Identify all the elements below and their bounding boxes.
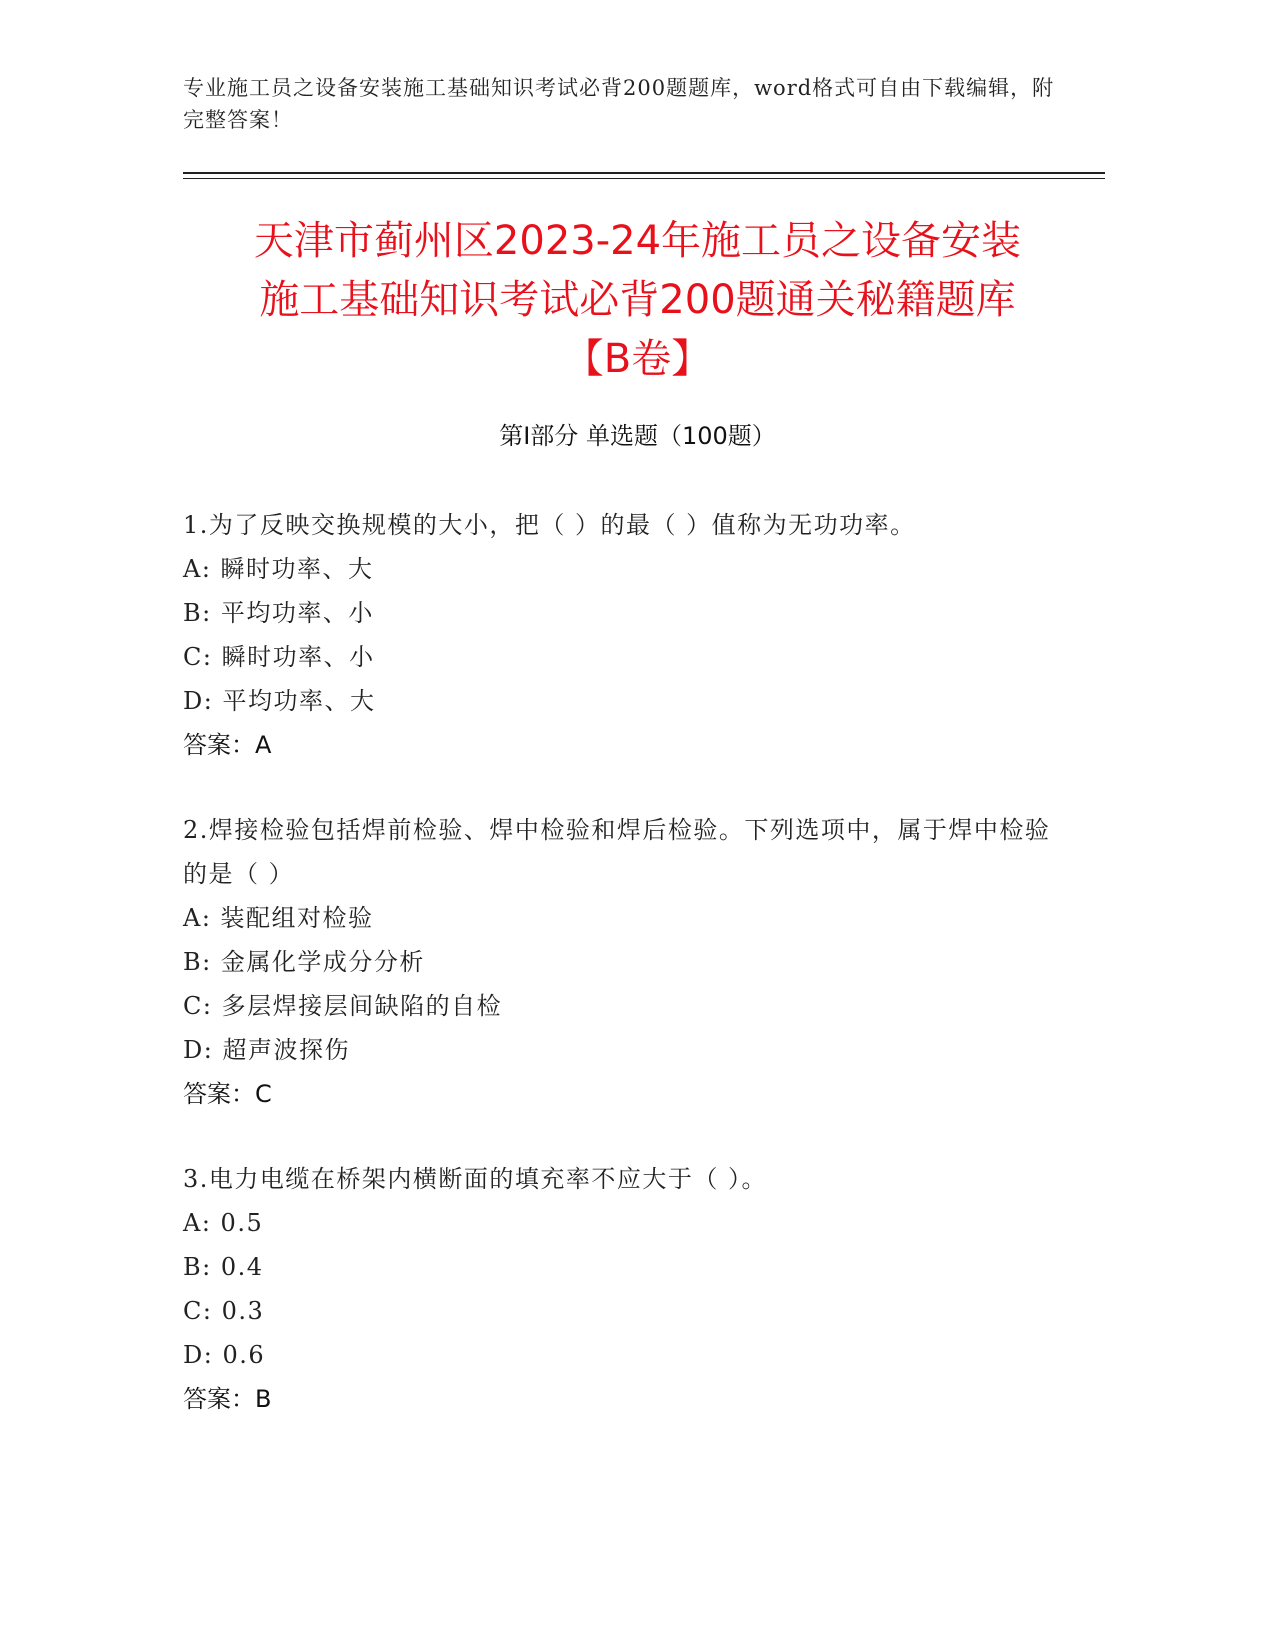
option-d: D: 平均功率、大 (183, 687, 376, 715)
option-d: D: 0.6 (183, 1341, 266, 1369)
answer-line: 答案：B (183, 1385, 272, 1413)
header-note: 专业施工员之设备安装施工基础知识考试必背200题题库，word格式可自由下载编辑，附完整答案！ (183, 76, 1055, 132)
option-b: B: 平均功率、小 (183, 599, 374, 627)
title-line-2: 施工基础知识考试必背200题通关秘籍题库 (259, 277, 1016, 323)
option-c: C: 多层焊接层间缺陷的自检 (183, 992, 503, 1020)
option-a: A: 瞬时功率、大 (183, 555, 374, 583)
question-stem: 1.为了反映交换规模的大小，把（ ）的最（ ）值称为无功功率。 (183, 511, 916, 539)
header-divider-thin (183, 178, 1105, 179)
option-a: A: 装配组对检验 (183, 904, 374, 932)
option-b: B: 金属化学成分分析 (183, 948, 425, 976)
question-item (183, 1157, 1063, 1421)
answer-line: 答案：A (183, 731, 272, 759)
question-stem: 2.焊接检验包括焊前检验、焊中检验和焊后检验。下列选项中，属于焊中检验的是（ ） (183, 816, 1051, 888)
option-c: C: 瞬时功率、小 (183, 643, 375, 671)
option-b: B: 0.4 (183, 1253, 264, 1281)
question-item (183, 503, 1063, 767)
question-item (183, 808, 1063, 1116)
title-line-1: 天津市蓟州区2023-24年施工员之设备安装 (253, 218, 1022, 264)
answer-line: 答案：C (183, 1080, 272, 1108)
document-title (150, 212, 1125, 389)
option-c: C: 0.3 (183, 1297, 265, 1325)
option-d: D: 超声波探伤 (183, 1036, 350, 1064)
section-title: 第I部分 单选题（100题） (499, 422, 776, 450)
title-line-3: 【B卷】 (563, 336, 712, 382)
question-stem: 3.电力电缆在桥架内横断面的填充率不应大于（ ）。 (183, 1165, 768, 1193)
option-a: A: 0.5 (183, 1209, 264, 1237)
header-divider-thick (183, 172, 1105, 174)
